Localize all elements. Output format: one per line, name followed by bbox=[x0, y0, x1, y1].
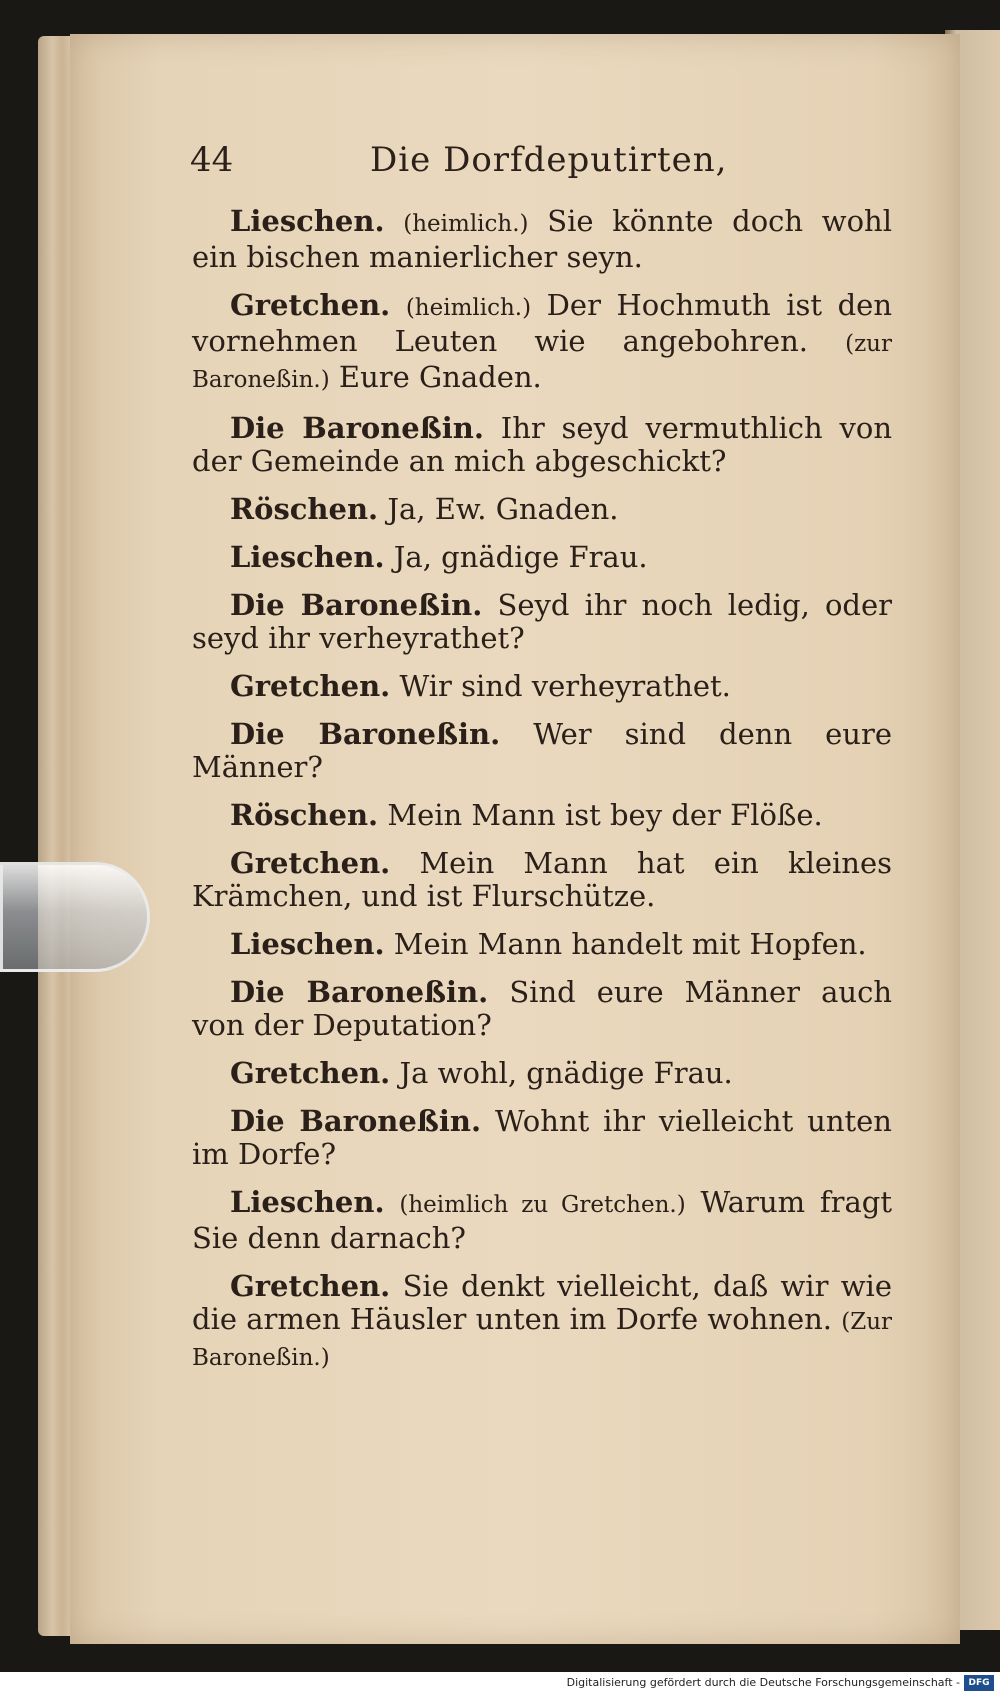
dialogue-paragraph bbox=[192, 589, 892, 655]
speaker-name: Die Baroneßin. bbox=[230, 1104, 482, 1138]
speaker-name: Gretchen. bbox=[230, 1056, 391, 1090]
dialogue-paragraph bbox=[192, 412, 892, 478]
spoken-text: Mein Mann handelt mit Hopfen. bbox=[393, 927, 867, 961]
spoken-text: Sie denkt vielleicht, daß wir wie die armen Häusler unten im Dorfe wohnen. bbox=[192, 1269, 892, 1336]
dialogue-paragraph bbox=[192, 718, 892, 784]
spoken-text: Ja, Ew. Gnaden. bbox=[387, 492, 619, 526]
spoken-text: Ja wohl, gnädige Frau. bbox=[399, 1056, 733, 1090]
dialogue-paragraph bbox=[192, 799, 892, 832]
page-number: 44 bbox=[190, 140, 234, 180]
footer-credit: Digitalisierung gefördert durch die Deutsche Forschungsgemeinschaft - bbox=[566, 1676, 960, 1689]
spoken-text: Wohnt ihr vielleicht unten im Dorfe? bbox=[192, 1104, 892, 1171]
spoken-text: Warum fragt Sie denn darnach? bbox=[192, 1185, 893, 1255]
spoken-text: Eure Gnaden. bbox=[338, 360, 542, 394]
speaker-name: Die Baroneßin. bbox=[230, 975, 489, 1009]
speaker-name: Gretchen. bbox=[230, 846, 391, 880]
dialogue-paragraph bbox=[192, 205, 892, 274]
stage-direction: (heimlich.) bbox=[405, 295, 532, 321]
speaker-name: Lieschen. bbox=[230, 927, 385, 961]
speaker-name: Die Baroneßin. bbox=[230, 411, 484, 445]
page-header bbox=[190, 140, 890, 180]
stage-direction: (Zur Baroneßin.) bbox=[192, 1309, 893, 1371]
stage-direction: (heimlich.) bbox=[403, 211, 529, 237]
dialogue-paragraph bbox=[192, 493, 892, 526]
speaker-name: Röschen. bbox=[230, 492, 379, 526]
running-title: Die Dorfdeputirten, bbox=[370, 140, 728, 180]
spoken-text: Sie könnte doch wohl ein bischen manierlicher seyn. bbox=[192, 204, 893, 274]
speaker-name: Lieschen. bbox=[230, 204, 385, 238]
dialogue-paragraph bbox=[192, 976, 892, 1042]
speaker-name: Die Baroneßin. bbox=[230, 588, 483, 622]
stage-direction: (heimlich zu Gretchen.) bbox=[399, 1192, 686, 1218]
dialogue-paragraph bbox=[192, 1186, 892, 1255]
spoken-text: Mein Mann ist bey der Flöße. bbox=[387, 798, 823, 832]
dialogue-text bbox=[192, 205, 892, 1390]
page-clip bbox=[0, 862, 150, 972]
dialogue-paragraph bbox=[192, 1270, 892, 1375]
dialogue-paragraph bbox=[192, 1057, 892, 1090]
spoken-text: Wir sind verheyrathet. bbox=[399, 669, 731, 703]
spoken-text: Wer sind denn eure Männer? bbox=[192, 717, 892, 784]
dialogue-paragraph bbox=[192, 670, 892, 703]
dialogue-paragraph bbox=[192, 1105, 892, 1171]
spoken-text: Ihr seyd vermuthlich von der Gemeinde an mich abgeschickt? bbox=[192, 411, 893, 478]
dialogue-paragraph bbox=[192, 289, 892, 397]
speaker-name: Die Baroneßin. bbox=[230, 717, 501, 751]
spoken-text: Sind eure Männer auch von der Deputation? bbox=[192, 975, 892, 1042]
stage-direction: (zur Baroneßin.) bbox=[192, 331, 892, 393]
spoken-text: Mein Mann hat ein kleines Krämchen, und ist Flurschütze. bbox=[192, 846, 892, 913]
spoken-text: Ja, gnädige Frau. bbox=[393, 540, 648, 574]
speaker-name: Lieschen. bbox=[230, 540, 385, 574]
speaker-name: Gretchen. bbox=[230, 288, 391, 322]
speaker-name: Lieschen. bbox=[230, 1185, 385, 1219]
speaker-name: Gretchen. bbox=[230, 669, 391, 703]
dialogue-paragraph bbox=[192, 847, 892, 913]
speaker-name: Röschen. bbox=[230, 798, 379, 832]
dialogue-paragraph bbox=[192, 541, 892, 574]
spoken-text: Seyd ihr noch ledig, oder seyd ihr verheyrathet? bbox=[192, 588, 893, 655]
spoken-text: Der Hochmuth ist den vornehmen Leuten wie angebohren. bbox=[192, 288, 892, 358]
speaker-name: Gretchen. bbox=[230, 1269, 391, 1303]
dfg-logo: DFG bbox=[964, 1675, 994, 1691]
dialogue-paragraph bbox=[192, 928, 892, 961]
